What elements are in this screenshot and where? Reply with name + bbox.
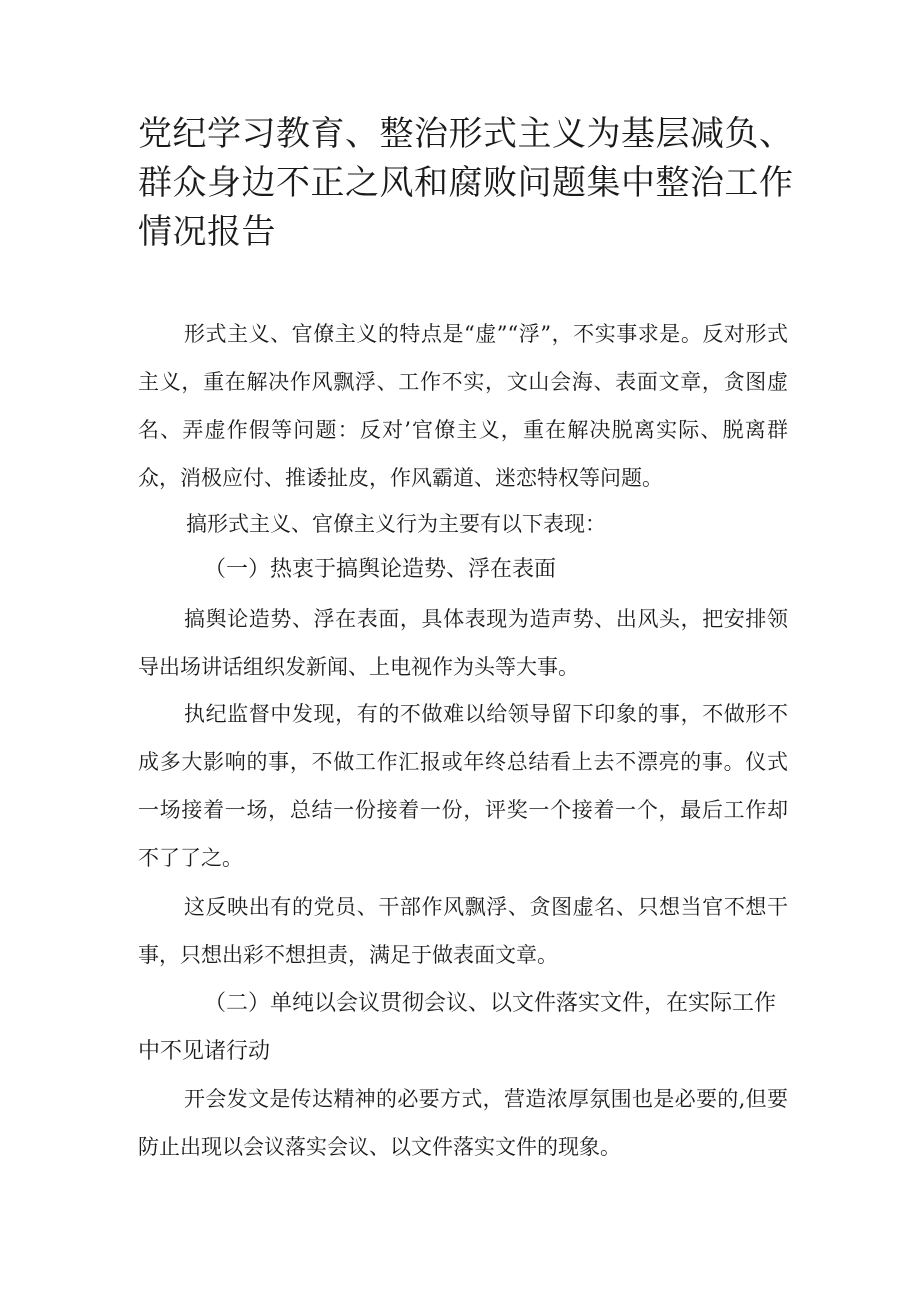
paragraph-section1-a: 搞舆论造势、浮在表面，具体表现为造声势、出风头，把安排领导出场讲话组织发新闻、上电视作为头等大事。 (138, 607, 788, 679)
paragraph-lead: 搞形式主义、官僚主义行为主要有以下表现： (186, 512, 606, 536)
document-title (138, 110, 798, 257)
paragraph-section1-c: 这反映出有的党员、干部作风飘浮、贪图虚名、只想当官不想干事，只想出彩不想担责，满足于做表面文章。 (138, 895, 788, 967)
paragraph-section2-a: 开会发文是传达精神的必要方式，营造浓厚氛围也是必要的,但要防止出现以会议落实会议、以文件落实文件的现象。 (138, 1087, 788, 1159)
title-line-1: 党纪学习教育、整治形式主义为基层减负、 (138, 114, 794, 154)
section-heading-2: （二）单纯以会议贯彻会议、以文件落实文件，在实际工作中不见诸行动 (138, 991, 777, 1064)
title-line-2: 群众身边不正之风和腐败问题集中整治工作 (138, 163, 794, 203)
section-heading-1: （一）热衷于搞舆论造势、浮在表面 (204, 557, 557, 582)
title-line-3: 情况报告 (138, 212, 276, 252)
paragraph-intro: 形式主义、官僚主义的特点是“虚”“浮”，不实事求是。反对形式主义，重在解决作风飘浮、工作不实，文山会海、表面文章，贪图虚名、弄虚作假等问题：反对’官僚主义，重在解决脱离实际、脱离群众，消极应付、推诿扯皮，作风霸道、迷恋特权等问题。 (138, 322, 788, 490)
paragraph-section1-b: 执纪监督中发现，有的不做难以给领导留下印象的事，不做形不成多大影响的事，不做工作汇报或年终总结看上去不漂亮的事。仪式一场接着一场，总结一份接着一份，评奖一个接着一个，最后工作却不了了之。 (138, 702, 788, 870)
